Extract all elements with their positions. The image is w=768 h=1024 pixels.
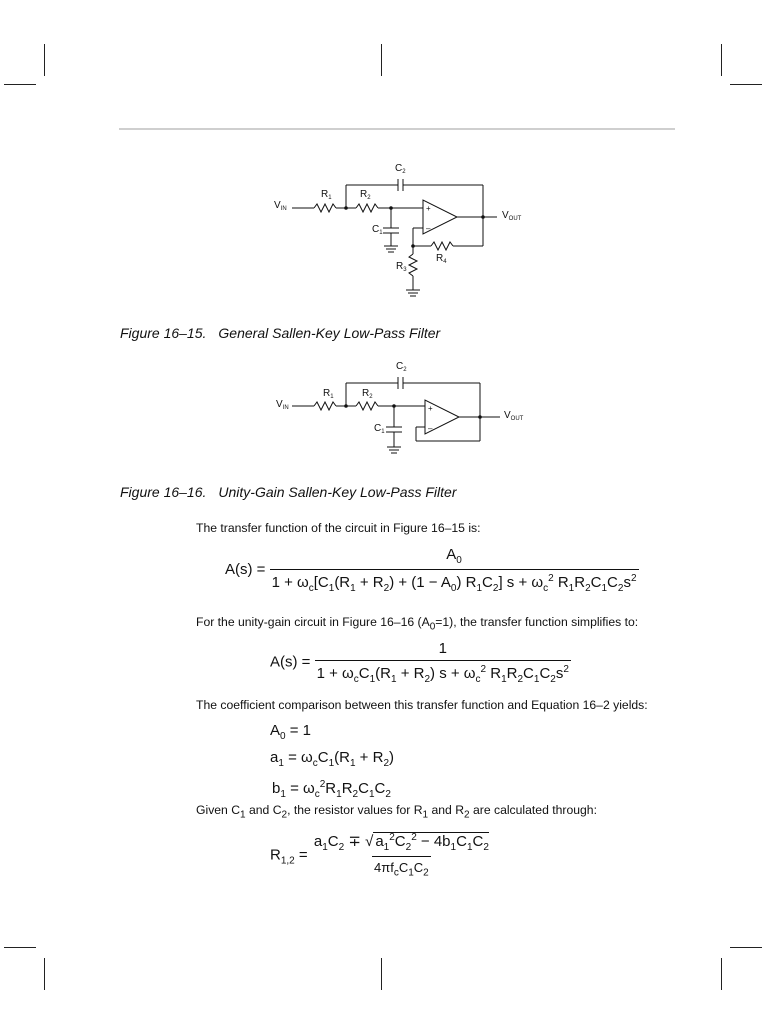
sallen-key-unity-gain-circuit — [270, 357, 530, 467]
r2-label: R — [360, 189, 368, 200]
crop-mark — [4, 947, 36, 948]
crop-mark — [4, 84, 36, 85]
coefficient-equations: $A_0 = 1$ $a_1 = \omega_cC_1(R_1 + R_2)$ $b_1 = \omega_c^2R_1R_2C_1C_2$ — [270, 722, 395, 800]
paragraph: Given $C_1$ and $C_2$, the resistor values for $R_1$ and $R_2$ are calculated through: — [196, 803, 597, 821]
crop-mark — [44, 44, 45, 76]
vout-label: V — [502, 210, 509, 221]
c2-label: C — [395, 163, 403, 174]
paragraph: The coefficient comparison between this transfer function and Equation 16–2 yields: — [196, 698, 648, 712]
equation-unity-gain-transfer-function: A(s) = $\frac{1}{1 + \omega_cC_1(R_1 + R_2) s + \omega_c^2 R_1R_2C_1C_2s^2}$ — [270, 640, 569, 685]
vin-label: V — [274, 200, 281, 211]
svg-text:C1: $C_1$ — [374, 423, 385, 435]
svg-text:R4: $R_4$ — [436, 253, 447, 265]
sallen-key-general-circuit — [270, 160, 530, 305]
paragraph: For the unity-gain circuit in Figure 16–16 $(A_0=1)$, the transfer function simplifies to: — [196, 615, 639, 633]
opamp-plus-label: + — [426, 204, 431, 213]
header-rule — [119, 128, 675, 130]
r4-label: R — [436, 253, 444, 264]
svg-text:C2: $C_2$ — [396, 361, 407, 373]
svg-text:C1: $C_1$ — [372, 224, 383, 236]
r3-label: R — [396, 261, 404, 272]
crop-mark — [381, 958, 382, 990]
opamp-minus-label: – — [426, 224, 431, 233]
vout-label: V — [504, 410, 511, 421]
crop-mark — [730, 947, 762, 948]
svg-text:C2: $C_2$ — [395, 163, 406, 175]
svg-text:R3: $R_3$ — [396, 261, 407, 273]
svg-text:R1: $R_1$ — [321, 189, 332, 201]
r1-label: R — [323, 388, 331, 399]
crop-mark — [730, 84, 762, 85]
svg-text:R1: $R_1$ — [323, 388, 334, 400]
svg-text:VOUT: $V_{OUT}$ — [504, 410, 524, 422]
crop-mark — [381, 44, 382, 76]
svg-text:R2: $R_2$ — [360, 189, 371, 201]
opamp-plus-label: + — [428, 404, 433, 413]
opamp-minus-label: – — [428, 424, 433, 433]
svg-text:VOUT: $V_{OUT}$ — [502, 210, 522, 222]
r1-label: R — [321, 189, 329, 200]
svg-text:VIN: $V_{IN}$ — [274, 200, 287, 212]
c2-label: C — [396, 361, 404, 372]
paragraph: The transfer function of the circuit in Figure 16–15 is: — [196, 521, 481, 535]
crop-mark — [44, 958, 45, 990]
figure-caption: Figure 16–15. General Sallen-Key Low-Pass Filter — [120, 325, 441, 341]
svg-text:R2: $R_2$ — [362, 388, 373, 400]
crop-mark — [721, 958, 722, 990]
equation-resistor-values: $R_{1,2}$ = $\frac{a_1C_2 \mp √ a_1^2C_2^2 - 4b_1C_1C_2}{4\pi f_cC_1C_2}$ — [270, 832, 489, 879]
r2-label: R — [362, 388, 370, 399]
equation-general-transfer-function: A(s) = $\frac{A_0}{1 + \omega_c[C_1(R_1 + R_2) + (1 - A_0) R_1C_2] s + \omega_c^2 R_1R_2C_1C_2s^2}$ — [225, 546, 637, 594]
vin-label: V — [276, 399, 283, 410]
c1-label: C — [374, 423, 382, 434]
svg-text:VIN: $V_{IN}$ — [276, 399, 289, 411]
figure-caption: Figure 16–16. Unity-Gain Sallen-Key Low-Pass Filter — [120, 484, 457, 500]
c1-label: C — [372, 224, 380, 235]
crop-mark — [721, 44, 722, 76]
